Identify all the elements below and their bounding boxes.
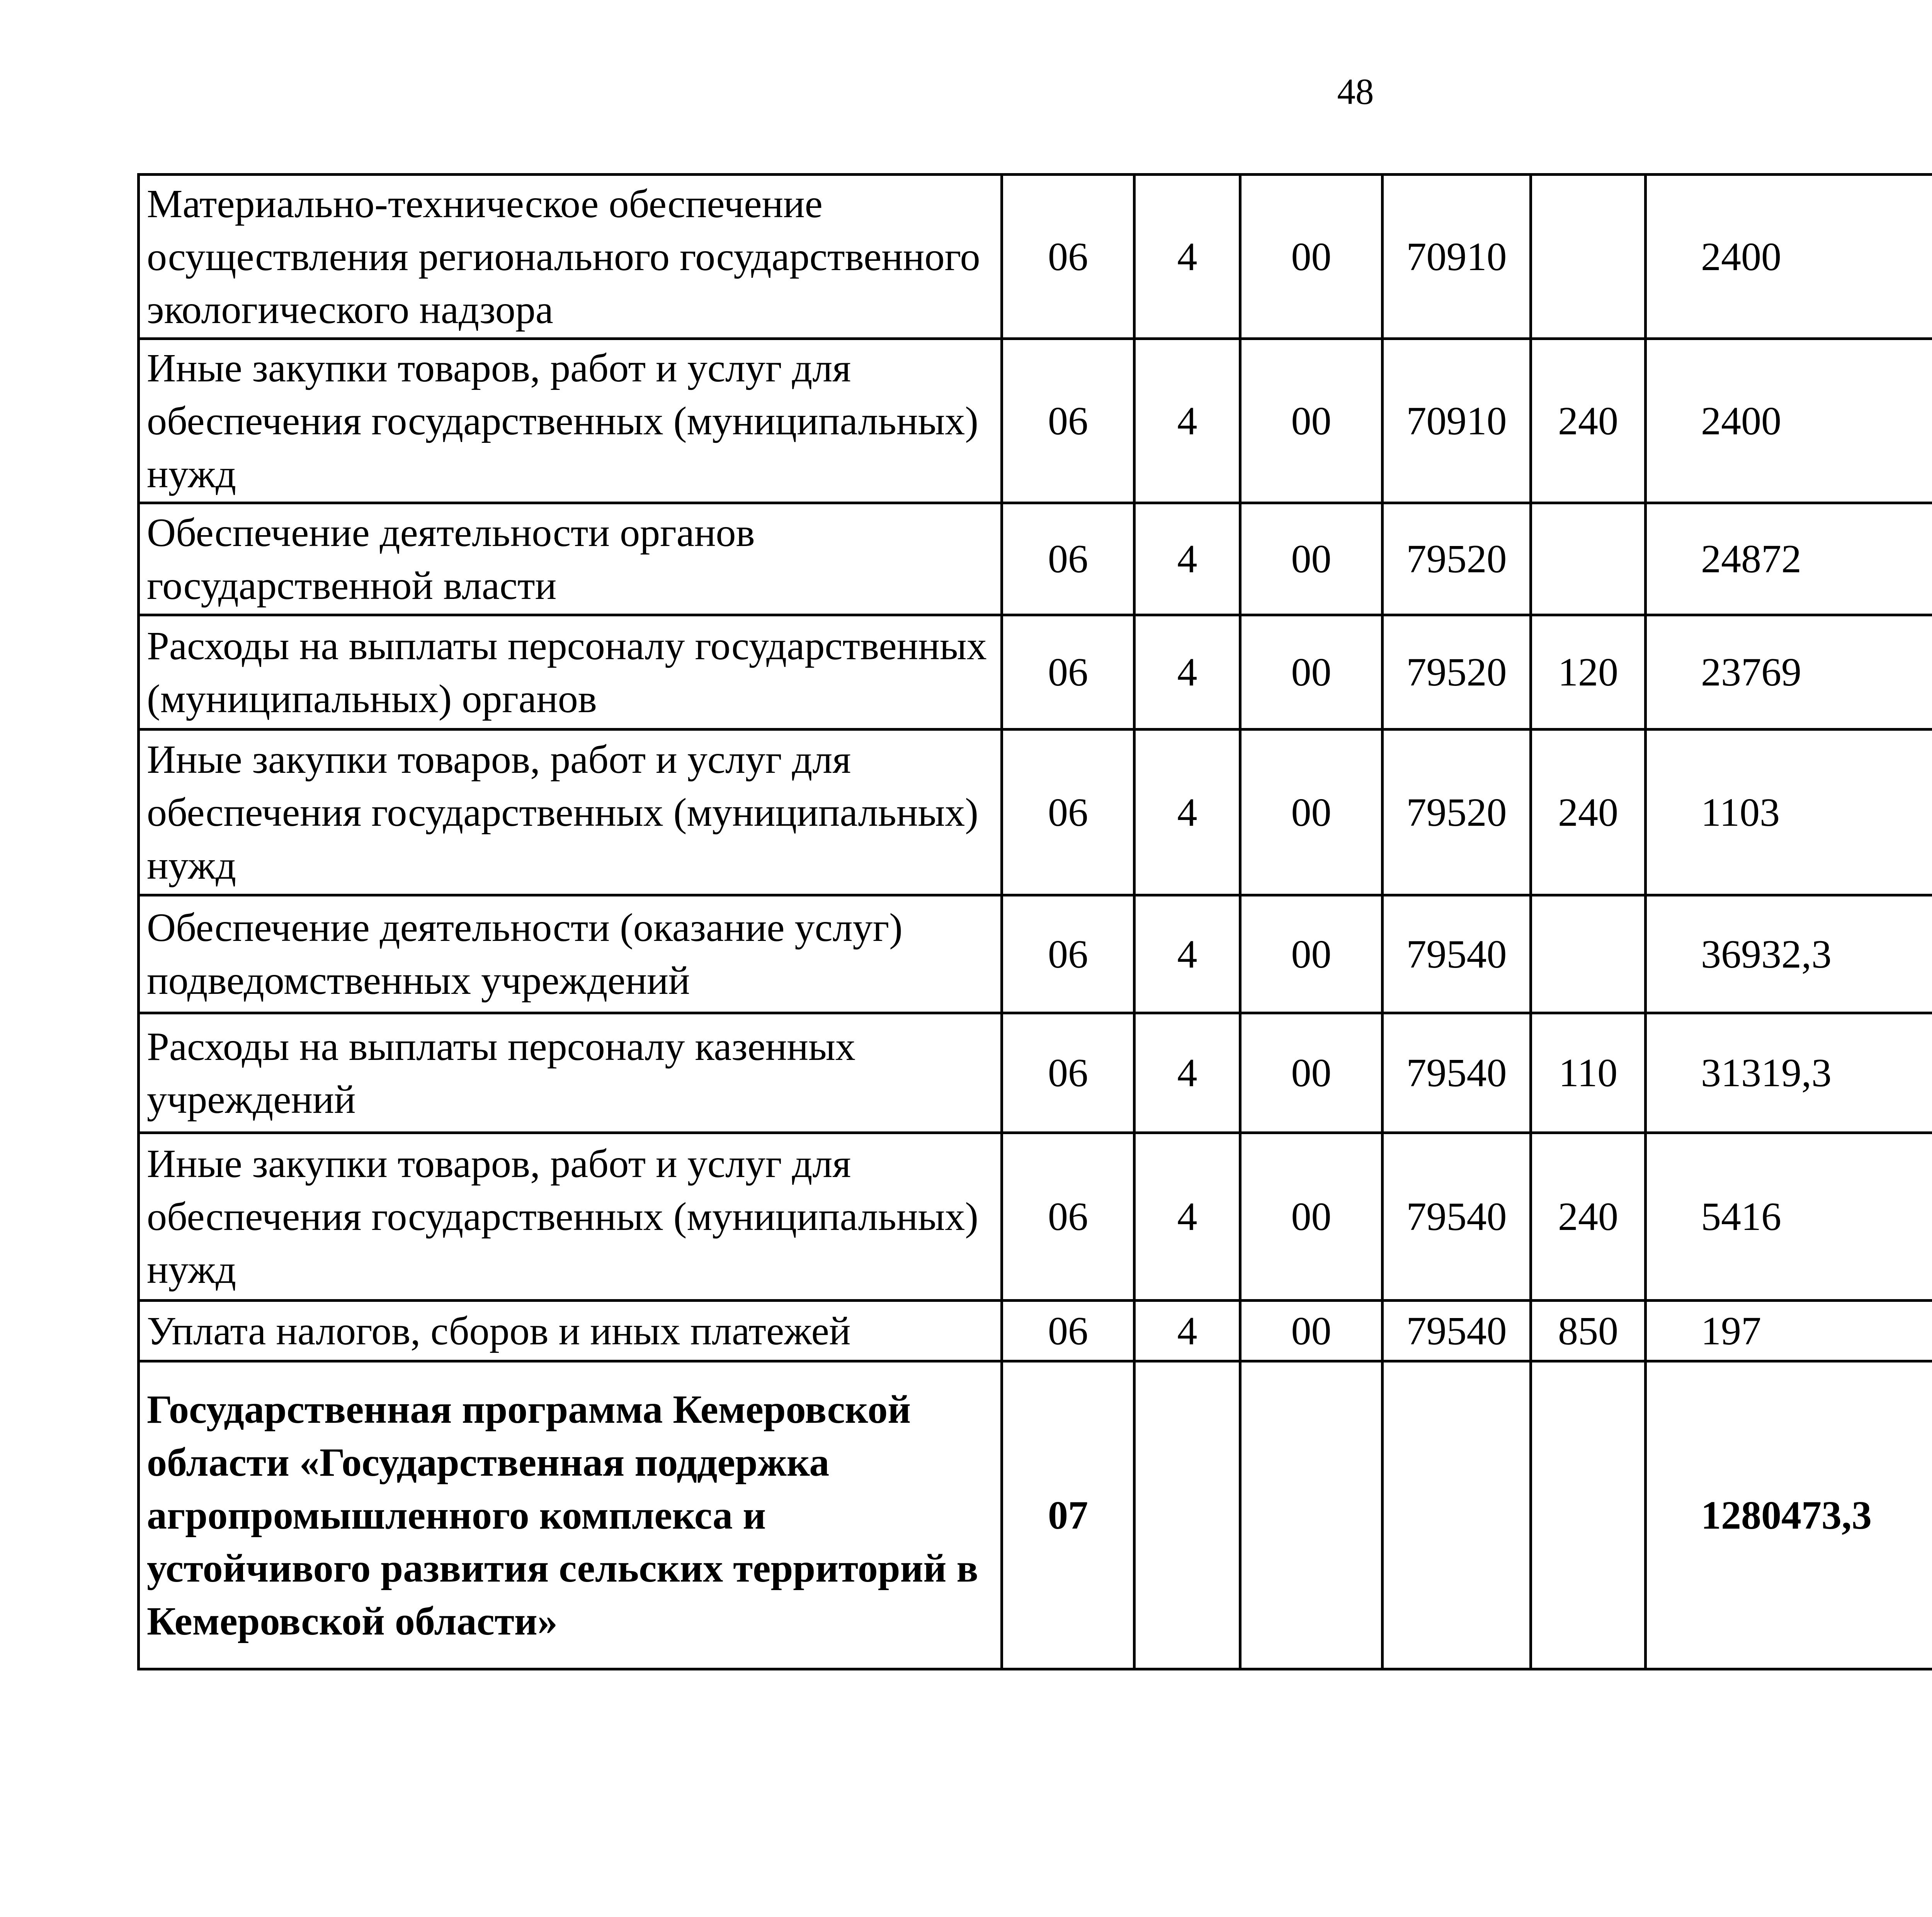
row-name: Материально-техническое обеспечение осуществления регионального государственного экологического надзора	[139, 175, 1002, 339]
main-event-code: 00	[1240, 339, 1383, 503]
main-event-code: 00	[1240, 895, 1383, 1013]
table-row	[139, 1361, 1932, 1669]
amount-year-1: 197	[1646, 1301, 1932, 1361]
table-row	[139, 339, 1932, 503]
row-name: Обеспечение деятельности (оказание услуг) подведомственных учреждений	[139, 895, 1002, 1013]
table-row	[139, 1301, 1932, 1361]
main-event-code: 00	[1240, 503, 1383, 615]
expense-type-code	[1531, 175, 1646, 339]
subprogram-code: 4	[1134, 175, 1240, 339]
row-name: Государственная программа Кемеровской области «Государственная поддержка агропромышленного комплекса и устойчивого развития сельских территорий в Кемеровской области»	[139, 1361, 1002, 1669]
table-row	[139, 503, 1932, 615]
amount-year-1: 31319,3	[1646, 1013, 1932, 1133]
subprogram-code: 4	[1134, 1133, 1240, 1301]
main-event-code: 00	[1240, 175, 1383, 339]
program-code: 06	[1002, 615, 1134, 730]
expense-type-code: 240	[1531, 339, 1646, 503]
table-row	[139, 730, 1932, 895]
subprogram-code: 4	[1134, 1301, 1240, 1361]
table-row	[139, 895, 1932, 1013]
table-row	[139, 1013, 1932, 1133]
subprogram-code: 4	[1134, 1013, 1240, 1133]
subprogram-code	[1134, 1361, 1240, 1669]
main-event-code: 00	[1240, 1301, 1383, 1361]
expense-direction-code: 70910	[1383, 175, 1531, 339]
row-name: Иные закупки товаров, работ и услуг для обеспечения государственных (муниципальных) нужд	[139, 730, 1002, 895]
program-code: 06	[1002, 339, 1134, 503]
program-code: 06	[1002, 1301, 1134, 1361]
main-event-code: 00	[1240, 615, 1383, 730]
amount-year-1: 5416	[1646, 1133, 1932, 1301]
program-code: 06	[1002, 1133, 1134, 1301]
subprogram-code: 4	[1134, 895, 1240, 1013]
amount-year-1: 1103	[1646, 730, 1932, 895]
table-row	[139, 175, 1932, 339]
expense-direction-code: 79540	[1383, 1013, 1531, 1133]
amount-year-1: 24872	[1646, 503, 1932, 615]
expense-type-code: 120	[1531, 615, 1646, 730]
expense-direction-code: 79520	[1383, 615, 1531, 730]
main-event-code: 00	[1240, 1013, 1383, 1133]
expense-direction-code: 79520	[1383, 503, 1531, 615]
program-code: 07	[1002, 1361, 1134, 1669]
expense-direction-code	[1383, 1361, 1531, 1669]
table-row	[139, 615, 1932, 730]
expense-type-code	[1531, 503, 1646, 615]
expense-type-code: 240	[1531, 1133, 1646, 1301]
program-code: 06	[1002, 895, 1134, 1013]
amount-year-1: 2400	[1646, 339, 1932, 503]
subprogram-code: 4	[1134, 615, 1240, 730]
row-name: Иные закупки товаров, работ и услуг для обеспечения государственных (муниципальных) нужд	[139, 339, 1002, 503]
program-code: 06	[1002, 175, 1134, 339]
expense-type-code	[1531, 895, 1646, 1013]
program-code: 06	[1002, 503, 1134, 615]
table-row	[139, 1133, 1932, 1301]
expense-direction-code: 79540	[1383, 895, 1531, 1013]
amount-year-1: 23769	[1646, 615, 1932, 730]
main-event-code: 00	[1240, 730, 1383, 895]
expense-direction-code: 70910	[1383, 339, 1531, 503]
main-event-code	[1240, 1361, 1383, 1669]
program-code: 06	[1002, 730, 1134, 895]
page-number: 48	[1337, 71, 1374, 112]
expense-type-code: 240	[1531, 730, 1646, 895]
row-name: Обеспечение деятельности органов государственной власти	[139, 503, 1002, 615]
subprogram-code: 4	[1134, 730, 1240, 895]
row-name: Расходы на выплаты персоналу казенных учреждений	[139, 1013, 1002, 1133]
expense-type-code: 110	[1531, 1013, 1646, 1133]
main-event-code: 00	[1240, 1133, 1383, 1301]
program-code: 06	[1002, 1013, 1134, 1133]
row-name: Расходы на выплаты персоналу государственных (муниципальных) органов	[139, 615, 1002, 730]
budget-table	[137, 173, 1932, 1670]
expense-direction-code: 79540	[1383, 1133, 1531, 1301]
expense-direction-code: 79520	[1383, 730, 1531, 895]
row-name: Уплата налогов, сборов и иных платежей	[139, 1301, 1002, 1361]
amount-year-1: 2400	[1646, 175, 1932, 339]
subprogram-code: 4	[1134, 503, 1240, 615]
expense-type-code	[1531, 1361, 1646, 1669]
row-name: Иные закупки товаров, работ и услуг для обеспечения государственных (муниципальных) нужд	[139, 1133, 1002, 1301]
subprogram-code: 4	[1134, 339, 1240, 503]
amount-year-1: 1280473,3	[1646, 1361, 1932, 1669]
expense-direction-code: 79540	[1383, 1301, 1531, 1361]
expense-type-code: 850	[1531, 1301, 1646, 1361]
amount-year-1: 36932,3	[1646, 895, 1932, 1013]
